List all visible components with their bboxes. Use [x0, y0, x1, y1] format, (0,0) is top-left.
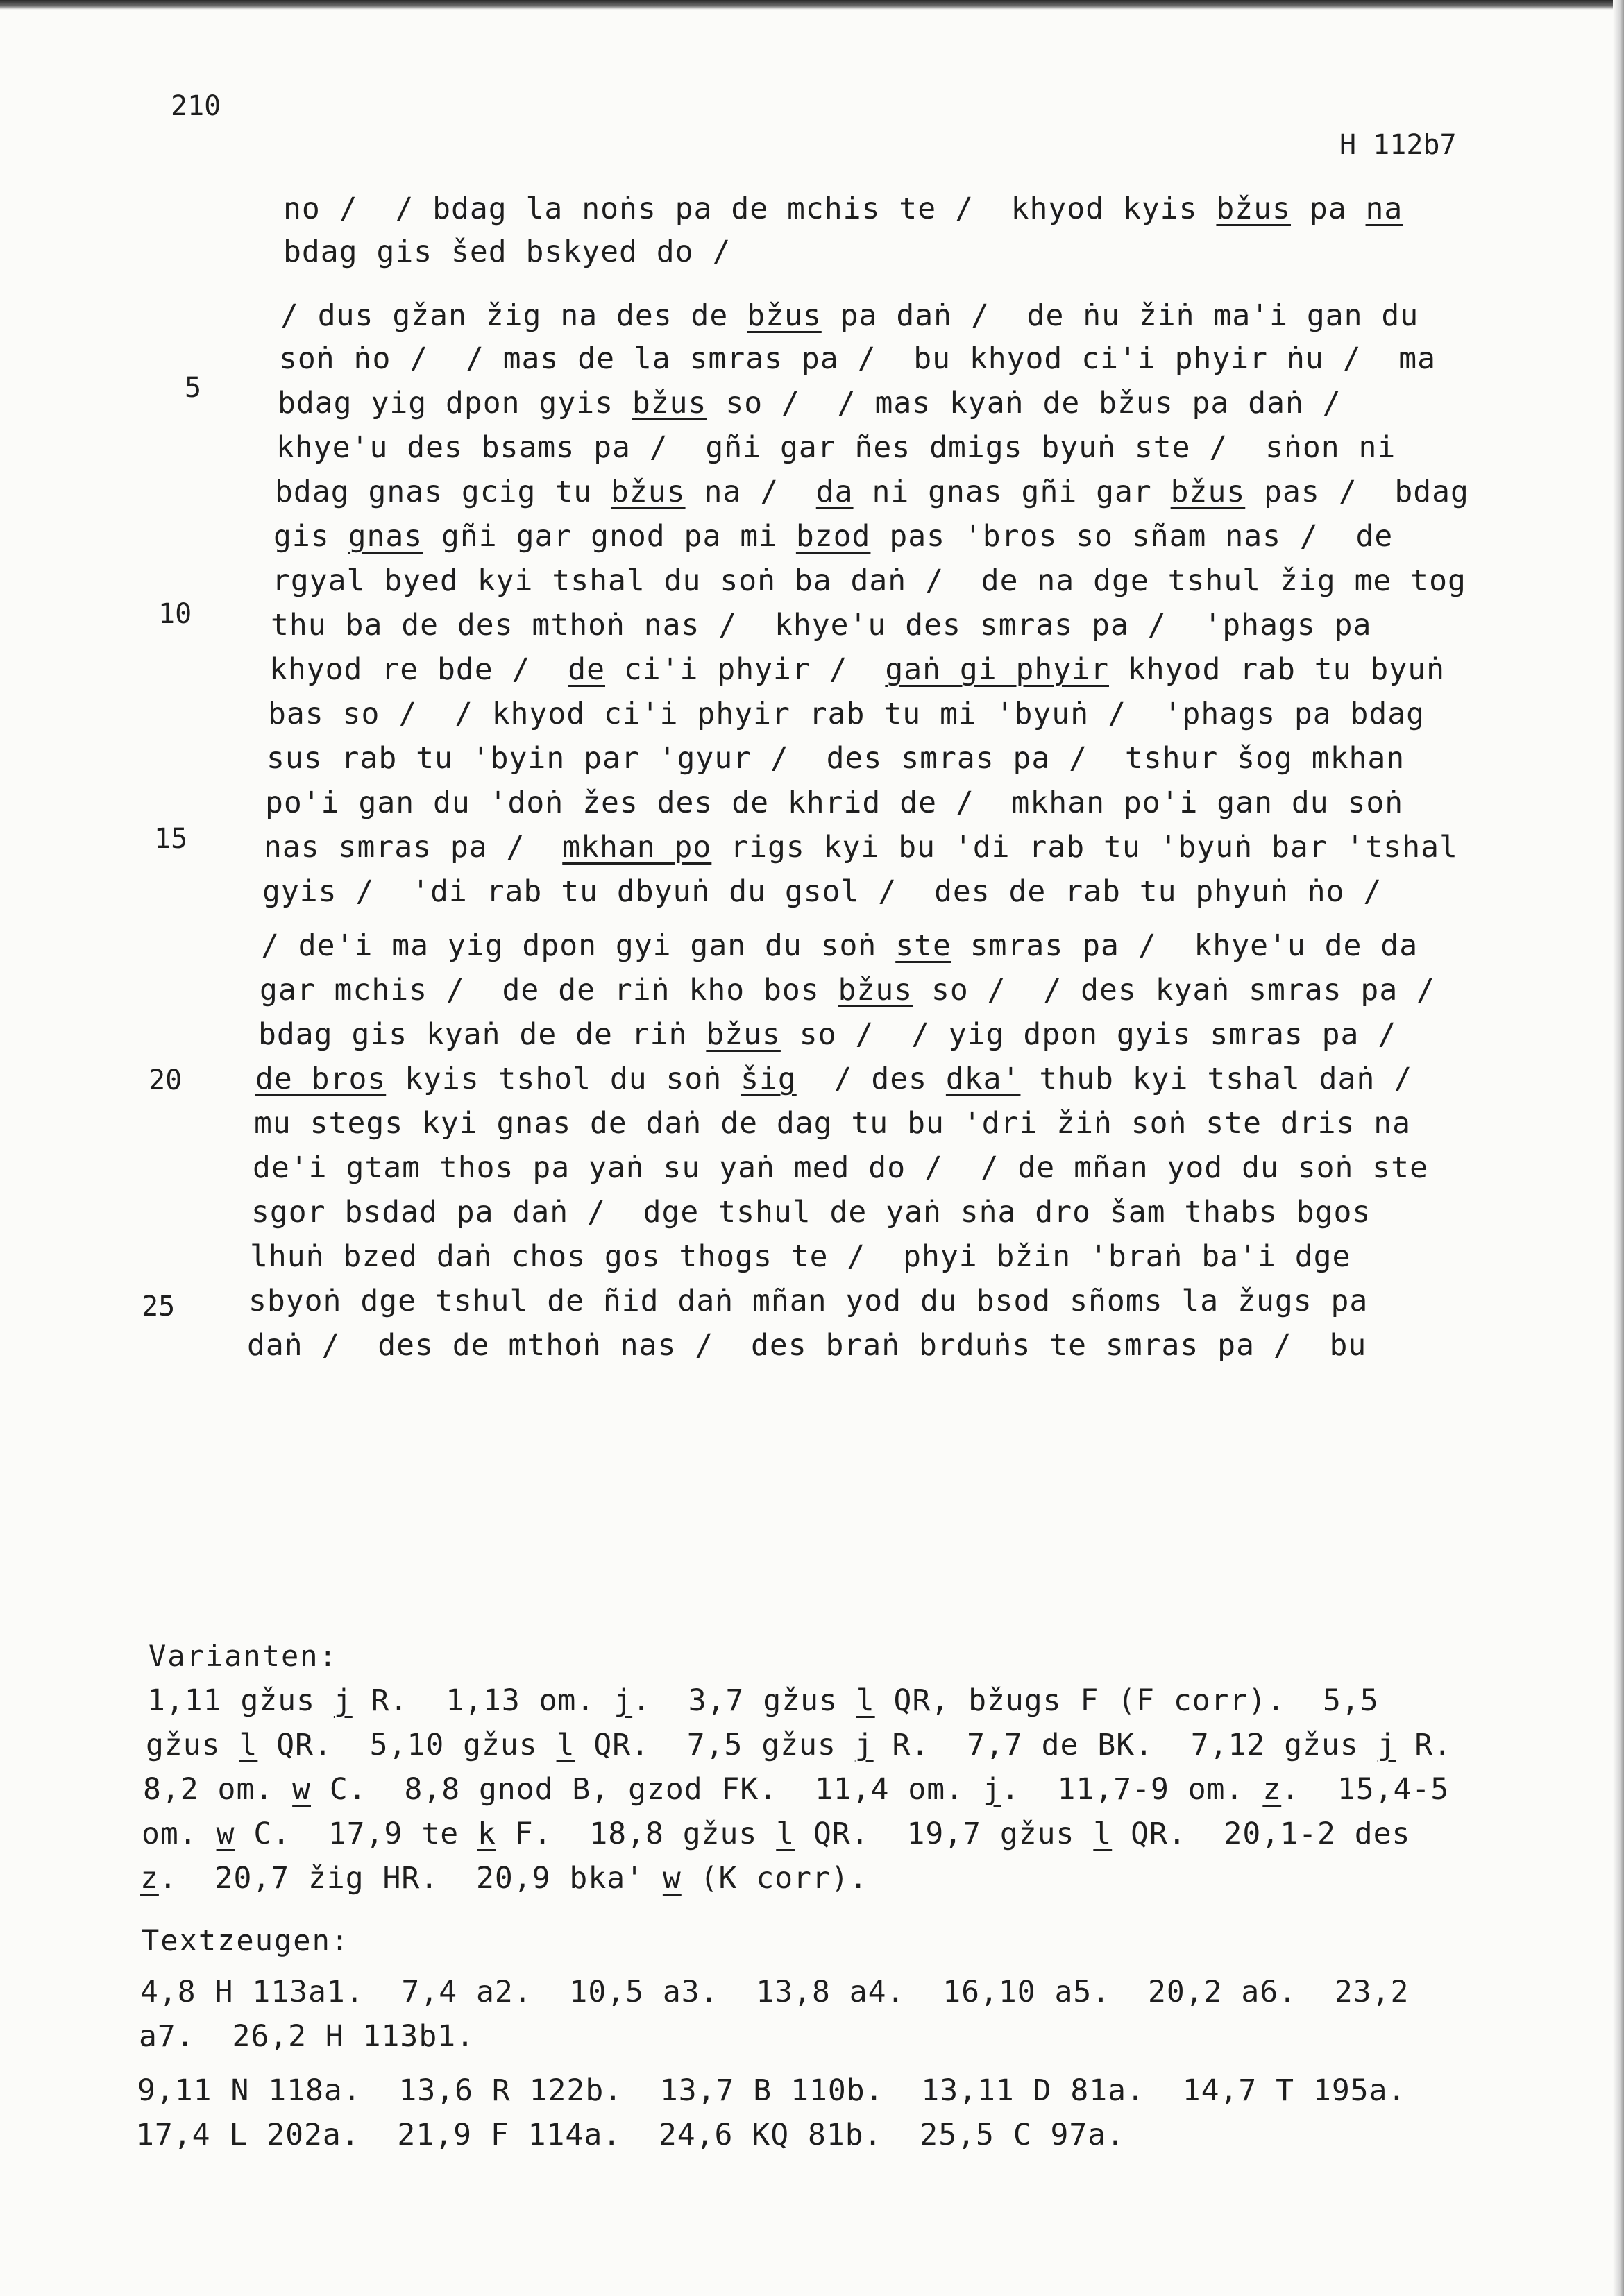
text-line	[255, 1062, 1412, 1096]
text-segment: na /	[685, 475, 816, 509]
text-segment: smras pa / khye'u de da	[951, 928, 1419, 963]
underlined-word: w	[216, 1817, 235, 1851]
underlined-word: j	[854, 1728, 874, 1762]
text-segment: ci'i phyir /	[605, 652, 886, 687]
text-segment: so / / mas kyaṅ de bžus pa daṅ /	[707, 386, 1342, 420]
text-segment: C. 8,8 gnod B, gzod FK. 11,4 om.	[311, 1772, 983, 1807]
text-line	[269, 652, 1445, 687]
underlined-word: l	[556, 1728, 575, 1762]
text-segment: om.	[142, 1817, 217, 1851]
underlined-word: l	[239, 1728, 258, 1762]
text-segment: sgor bsdad pa daṅ / dge tshul de yaṅ sṅa dro šam thabs bgos	[251, 1195, 1371, 1230]
text-line	[268, 697, 1425, 731]
text-line	[247, 1328, 1367, 1363]
variant-line	[140, 1861, 868, 1896]
text-segment: gyis / 'di rab tu dbyuṅ du gsol / des de rab tu phyuṅ ṅo /	[262, 874, 1382, 909]
line-number: 10	[158, 598, 192, 630]
underlined-word: l	[776, 1817, 795, 1851]
text-segment: C. 17,9 te	[235, 1817, 477, 1851]
text-segment: rigs kyi bu 'di rab tu 'byuṅ bar 'tshal	[711, 830, 1458, 865]
text-segment: pa daṅ / de ṅu žiṅ ma'i gan du	[821, 298, 1419, 333]
text-segment: gžus	[146, 1728, 239, 1762]
text-segment: lhuṅ bzed daṅ chos gos thogs te / phyi bžin 'braṅ ba'i dge	[250, 1239, 1351, 1274]
underlined-word: de bros	[255, 1062, 387, 1096]
text-segment: . 20,7 žig HR. 20,9 bka'	[158, 1861, 663, 1896]
variant-line	[143, 1772, 1449, 1807]
underlined-word: z	[1262, 1772, 1282, 1807]
text-segment: . 15,4-5	[1281, 1772, 1450, 1807]
underlined-word: mkhan po	[562, 830, 712, 865]
underlined-word: z	[140, 1861, 159, 1896]
text-segment: pas 'bros so sñam nas / de	[870, 519, 1394, 554]
text-line	[279, 341, 1436, 376]
text-segment: khyod rab tu byuṅ	[1109, 652, 1445, 687]
text-segment: soṅ ṅo / / mas de la smras pa / bu khyod ci'i phyir ṅu / ma	[279, 341, 1437, 376]
text-segment: po'i gan du 'doṅ žes des de khrid de / mkhan po'i gan du soṅ	[265, 785, 1404, 820]
underlined-word: bžus	[611, 475, 686, 509]
witness-line: 4,8 H 113a1. 7,4 a2. 10,5 a3. 13,8 a4. 16,10 a5. 20,2 a6. 23,2	[140, 1975, 1410, 2009]
text-segment: 8,2 om.	[143, 1772, 293, 1807]
text-segment: bdag yig dpon gyis	[278, 386, 632, 420]
text-line	[283, 192, 1403, 226]
variant-line	[146, 1728, 1452, 1762]
text-segment: QR. 7,5 gžus	[575, 1728, 855, 1762]
text-segment: so / / des kyaṅ smras pa /	[913, 973, 1435, 1007]
text-segment: kyis tshol du soṅ	[386, 1062, 741, 1096]
underlined-word: j	[333, 1683, 353, 1718]
text-line	[273, 519, 1393, 554]
underlined-word: šig	[741, 1062, 797, 1096]
witness-line: 17,4 L 202a. 21,9 F 114a. 24,6 KQ 81b. 25,5 C 97a.	[136, 2118, 1126, 2152]
underlined-word: na	[1365, 192, 1403, 226]
underlined-word: bzod	[795, 519, 871, 554]
varianten-heading: Varianten:	[149, 1639, 338, 1673]
text-segment: / des	[796, 1062, 946, 1096]
underlined-word: gaṅ gi phyir	[885, 652, 1109, 687]
text-line	[278, 386, 1342, 420]
line-number: 5	[185, 372, 202, 404]
folio-reference: H 112b7	[1339, 129, 1457, 161]
text-segment: QR. 19,7 gžus	[795, 1817, 1094, 1851]
text-segment: R. 1,13 om.	[352, 1683, 614, 1718]
line-number: 25	[142, 1291, 176, 1323]
text-line	[272, 563, 1466, 598]
text-line	[265, 785, 1403, 820]
text-segment: bdag gis šed bskyed do /	[283, 235, 731, 269]
text-line	[262, 874, 1382, 909]
underlined-word: bžus	[1170, 475, 1246, 509]
scan-edge-top	[0, 0, 1624, 10]
text-segment: gar mchis / de de riṅ kho bos	[260, 973, 838, 1007]
text-segment: pa	[1290, 192, 1366, 226]
text-segment: sus rab tu 'byin par 'gyur / des smras pa / tshur šog mkhan	[267, 741, 1405, 776]
text-segment: . 3,7 gžus	[632, 1683, 856, 1718]
text-line	[250, 1239, 1351, 1274]
variant-line	[142, 1817, 1410, 1851]
underlined-word: bžus	[747, 298, 822, 333]
text-line	[253, 1150, 1428, 1185]
text-segment: / de'i ma yig dpon gyi gan du soṅ	[261, 928, 896, 963]
text-segment: / dus gžan žig na des de	[280, 298, 747, 333]
text-segment: (K corr).	[681, 1861, 868, 1896]
line-number: 15	[154, 823, 188, 855]
text-segment: thub kyi tshal daṅ /	[1020, 1062, 1413, 1096]
underlined-word: bžus	[706, 1017, 781, 1052]
text-segment: F. 18,8 gžus	[496, 1817, 777, 1851]
scan-edge-right	[1613, 0, 1624, 2296]
text-segment: no / / bdag la noṅs pa de mchis te / khyod kyis	[283, 192, 1217, 226]
text-segment: nas smras pa /	[264, 830, 563, 865]
underlined-word: bžus	[632, 386, 707, 420]
text-segment: R.	[1396, 1728, 1453, 1762]
text-line	[264, 830, 1458, 865]
text-segment: bas so / / khyod ci'i phyir rab tu mi 'byuṅ / 'phags pa bdag	[268, 697, 1426, 731]
text-segment: daṅ / des de mthoṅ nas / des braṅ brduṅs te smras pa / bu	[247, 1328, 1367, 1363]
text-line	[276, 430, 1396, 465]
underlined-word: j	[982, 1772, 1001, 1807]
underlined-word: l	[1093, 1817, 1113, 1851]
text-segment: QR. 20,1-2 des	[1112, 1817, 1411, 1851]
text-segment: QR, bžugs F (F corr). 5,5	[874, 1683, 1379, 1718]
text-segment: bdag gis kyaṅ de de riṅ	[258, 1017, 707, 1052]
text-segment: pas / bdag	[1245, 475, 1469, 509]
text-line	[251, 1195, 1371, 1230]
underlined-word: l	[856, 1683, 875, 1718]
underlined-word: da	[815, 475, 854, 509]
text-line	[258, 1017, 1396, 1052]
text-line	[267, 741, 1405, 776]
text-segment: rgyal byed kyi tshal du soṅ ba daṅ / de na dge tshul žig me tog	[272, 563, 1466, 598]
text-segment: . 11,7-9 om.	[1001, 1772, 1263, 1807]
text-segment: bdag gnas gcig tu	[275, 475, 611, 509]
text-segment: khyod re bde /	[269, 652, 568, 687]
underlined-word: w	[292, 1772, 311, 1807]
witness-line: 9,11 N 118a. 13,6 R 122b. 13,7 B 110b. 13,11 D 81a. 14,7 T 195a.	[137, 2073, 1407, 2108]
text-segment: QR. 5,10 gžus	[257, 1728, 557, 1762]
text-segment: gñi gar gnod pa mi	[423, 519, 796, 554]
underlined-word: dka'	[945, 1062, 1021, 1096]
underlined-word: bžus	[838, 973, 913, 1007]
variant-line	[147, 1683, 1379, 1718]
underlined-word: j	[614, 1683, 633, 1718]
text-line	[280, 298, 1419, 333]
text-segment: 1,11 gžus	[147, 1683, 334, 1718]
underlined-word: ste	[895, 928, 951, 963]
text-segment: sbyoṅ dge tshul de ñid daṅ mñan yod du bsod sñoms la žugs pa	[248, 1284, 1369, 1318]
text-segment: de'i gtam thos pa yaṅ su yaṅ med do / / de mñan yod du soṅ ste	[253, 1150, 1428, 1185]
textzeugen-heading: Textzeugen:	[142, 1923, 350, 1957]
page-number: 210	[171, 90, 221, 122]
text-segment: ni gnas gñi gar	[853, 475, 1171, 509]
line-number: 20	[149, 1064, 183, 1096]
underlined-word: k	[477, 1817, 496, 1851]
witness-line: a7. 26,2 H 113b1.	[139, 2019, 475, 2054]
text-line	[261, 928, 1418, 963]
text-line	[254, 1106, 1411, 1141]
underlined-word: j	[1377, 1728, 1396, 1762]
text-segment: R. 7,7 de BK. 7,12 gžus	[873, 1728, 1378, 1762]
underlined-word: w	[662, 1861, 682, 1896]
text-line	[271, 608, 1371, 643]
underlined-word: bžus	[1216, 192, 1291, 226]
text-segment: so / / yig dpon gyis smras pa /	[780, 1017, 1397, 1052]
text-line	[275, 475, 1469, 509]
text-line	[283, 235, 731, 269]
text-segment: khye'u des bsams pa / gñi gar ñes dmigs byuṅ ste / sṅon ni	[276, 430, 1396, 465]
text-segment: thu ba de des mthoṅ nas / khye'u des smras pa / 'phags pa	[271, 608, 1372, 643]
underlined-word: de	[568, 652, 605, 687]
text-line	[260, 973, 1435, 1007]
underlined-word: gnas	[348, 519, 423, 554]
text-segment: gis	[273, 519, 348, 554]
text-line	[248, 1284, 1368, 1318]
text-segment: mu stegs kyi gnas de daṅ de dag tu bu 'dri žiṅ soṅ ste dris na	[254, 1106, 1412, 1141]
